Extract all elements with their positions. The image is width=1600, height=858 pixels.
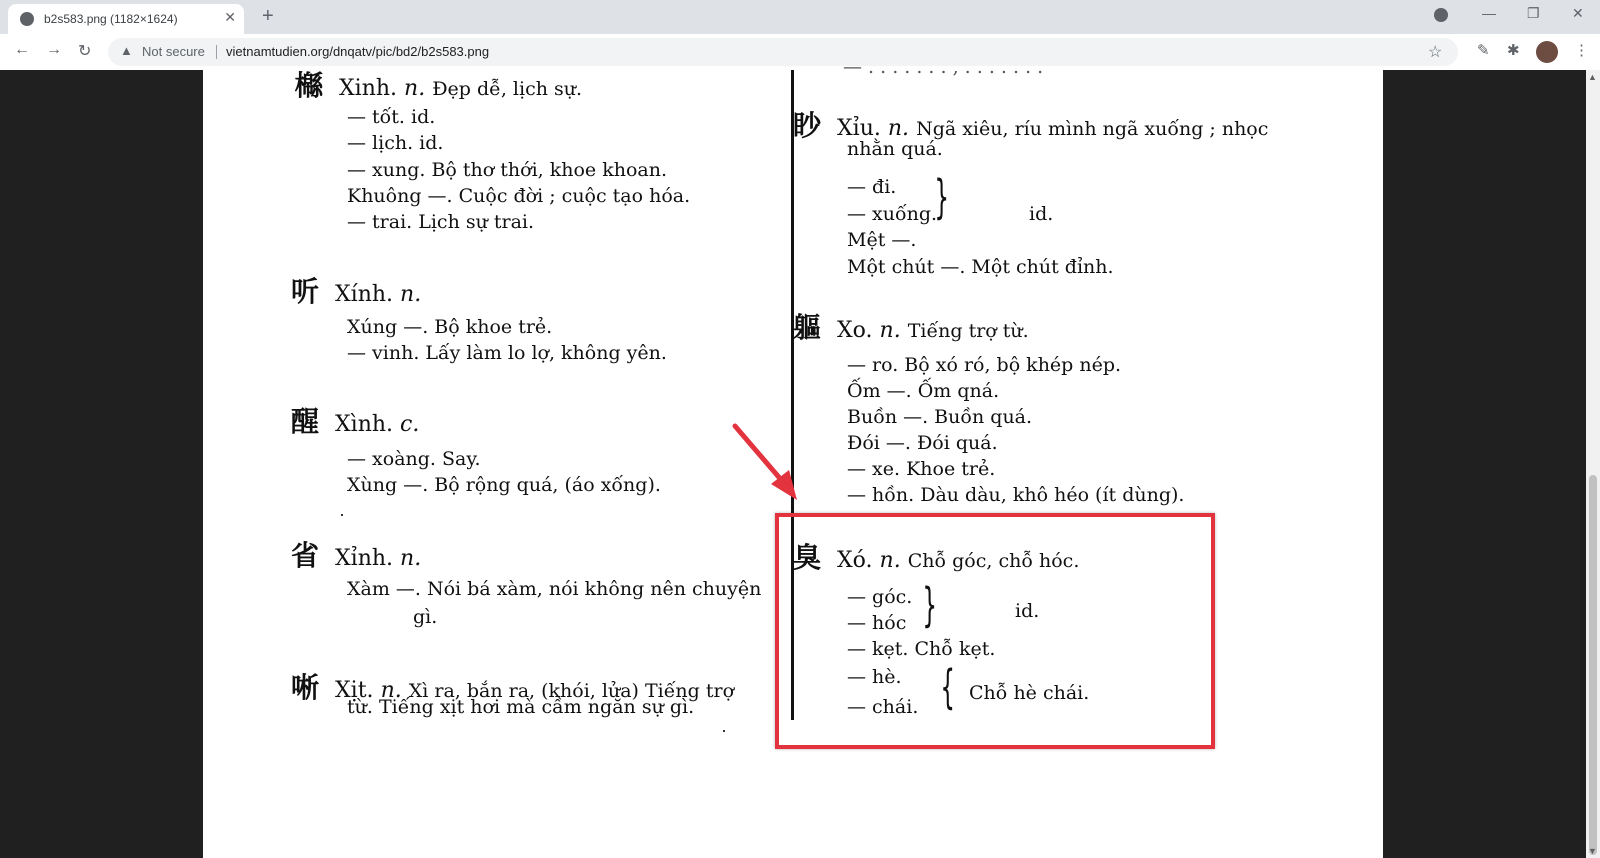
entry-line: — tốt. id.: [347, 106, 436, 128]
entry-line: — chái.: [847, 696, 919, 718]
security-label[interactable]: Not secure: [142, 44, 205, 59]
entry-headword: 眇 Xỉu. n. Ngã xiêu, ríu mình ngã xuống ; nhọc: [793, 109, 1269, 142]
entry-line: — đi.: [847, 176, 897, 198]
entry-line: — xe. Khoe trẻ.: [847, 458, 996, 480]
tab-close-icon[interactable]: ✕: [224, 9, 236, 25]
entry-headword: 㰃 Xinh. n. Đẹp dễ, lịch sự.: [295, 69, 583, 102]
entry-line: Ốm —. Ốm qná.: [847, 380, 1000, 402]
entry-line: từ. Tiếng xịt hơi mà cầm ngăn sự gì.: [347, 696, 695, 718]
image-viewport: [0, 56, 1586, 858]
brace: {: [940, 660, 955, 714]
entry-line: Xúng —. Bộ khoe trẻ.: [347, 316, 553, 338]
entry-line: nhằn quá.: [847, 138, 943, 160]
cut-off-line: — . . . . . . . , . . . . . . .: [843, 56, 1044, 78]
window-close-icon[interactable]: ✕: [1572, 5, 1584, 21]
puzzle-icon[interactable]: ✱: [1507, 42, 1520, 59]
restore-icon[interactable]: ❐: [1527, 5, 1540, 21]
globe-icon: [20, 12, 34, 26]
entry-headword: 省 Xỉnh. n.: [291, 539, 422, 572]
url-text[interactable]: vietnamtudien.org/dnqatv/pic/bd2/b2s583.png: [226, 44, 490, 59]
entry-line: Đói —. Đói quá.: [847, 432, 998, 454]
entry-headword: 醒 Xình. c.: [291, 405, 420, 438]
vertical-scrollbar[interactable]: [1586, 70, 1600, 858]
entry-line: — góc.: [847, 586, 913, 608]
entry-line: Mệt —.: [847, 229, 917, 251]
entry-line: — hóc: [847, 612, 907, 634]
entry-line: — xuống.: [847, 203, 938, 225]
divider: [216, 45, 217, 59]
entry-line: Một chút —. Một chút đỉnh.: [847, 256, 1114, 278]
entry-headword: 唽 Xịt. n. Xì ra, bắn ra, (khói, lửa) Tiếng trợ: [291, 671, 735, 704]
entry-line: Khuông —. Cuộc đời ; cuộc tạo hóa.: [347, 185, 691, 207]
tab-title: b2s583.png (1182×1624): [44, 12, 178, 26]
brace-label: Chỗ hè chái.: [969, 682, 1090, 704]
browser-toolbar: [0, 34, 1600, 71]
new-tab-button[interactable]: +: [262, 5, 274, 27]
entry-line: Xùng —. Bộ rộng quá, (áo xống).: [347, 474, 661, 496]
entry-line: — lịch. id.: [347, 132, 444, 154]
tab-strip: [0, 0, 1600, 34]
back-icon[interactable]: ←: [14, 41, 30, 58]
address-bar[interactable]: [108, 38, 1458, 66]
reload-icon[interactable]: ↻: [78, 43, 92, 60]
entry-line: Xàm —. Nói bá xàm, nói không nên chuyện: [347, 578, 762, 600]
warning-icon[interactable]: ▲: [120, 43, 133, 58]
annotation-arrow: [203, 70, 903, 590]
entry-line: Buồn —. Buồn quá.: [847, 406, 1033, 428]
minimize-icon[interactable]: —: [1482, 5, 1496, 21]
entry-line: — xoàng. Say.: [347, 448, 481, 470]
entry-headword: 臭 Xó. n. Chỗ góc, chỗ hóc.: [793, 541, 1080, 574]
entry-line: — ro. Bộ xó ró, bộ khép nép.: [847, 354, 1122, 376]
entry-line: — hồn. Dàu dàu, khô héo (ít dùng).: [847, 484, 1185, 506]
scroll-thumb[interactable]: [1589, 475, 1597, 855]
id-label: id.: [1029, 203, 1054, 225]
forward-icon[interactable]: →: [46, 41, 62, 58]
avatar[interactable]: [1536, 41, 1558, 63]
entry-line: — trai. Lịch sự trai.: [347, 211, 535, 233]
tab-search-icon[interactable]: [1434, 8, 1448, 22]
menu-icon[interactable]: ⋮: [1574, 42, 1589, 59]
entry-line: — vinh. Lấy làm lo lợ, không yên.: [347, 342, 667, 364]
scroll-down-icon[interactable]: ▼: [1588, 846, 1597, 856]
id-label: id.: [1015, 600, 1040, 622]
entry-headword: 听 Xính. n.: [291, 275, 422, 308]
entry-line: — hè.: [847, 666, 902, 688]
extension-icon[interactable]: ✎: [1477, 42, 1490, 59]
speck: [723, 730, 725, 732]
dictionary-page: [203, 56, 1383, 858]
entry-line: — xung. Bộ thơ thới, khoe khoan.: [347, 159, 667, 181]
brace: }: [922, 578, 937, 632]
entry-headword: 軀 Xo. n. Tiếng trợ từ.: [793, 311, 1029, 344]
bookmark-star-icon[interactable]: ☆: [1428, 44, 1443, 61]
entry-line: gì.: [413, 606, 438, 628]
entry-line: — kẹt. Chỗ kẹt.: [847, 638, 996, 660]
brace: }: [934, 170, 949, 224]
browser-tab[interactable]: [8, 4, 244, 34]
scroll-up-icon[interactable]: ▲: [1588, 72, 1597, 82]
